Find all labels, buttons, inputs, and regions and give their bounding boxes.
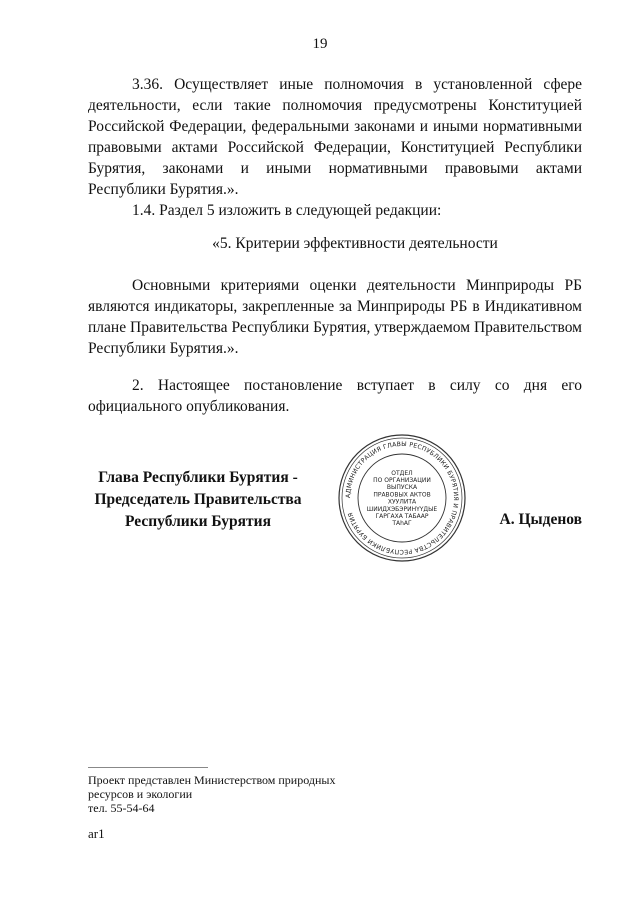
stamp-center-line: ВЫПУСКА bbox=[386, 484, 418, 492]
signatory-title-line: Глава Республики Бурятия - bbox=[98, 469, 298, 486]
signatory-title-line: Председатель Правительства bbox=[94, 491, 302, 508]
paragraph-criteria bbox=[88, 275, 582, 359]
stamp-ring-text: АДМИНИСТРАЦИЯ ГЛАВЫ РЕСПУБЛИКИ БУРЯТИЯ И ПРАВИТЕЛЬСТВА РЕСПУБЛИКИ БУРЯТИЯ bbox=[344, 440, 460, 556]
paragraph-2 bbox=[88, 375, 582, 417]
stamp-center-line: ХУУЛИТА bbox=[387, 498, 417, 506]
paragraph-text: Основными критериями оценки деятельности Минприроды РБ являются индикаторы, закрепленные за Минприроды РБ в Индикативном плане Правительства Республики Бурятия, утверждаемом Правительством Республики Бурятия.». bbox=[88, 277, 582, 357]
stamp-center-line: ПО ОРГАНИЗАЦИИ bbox=[373, 477, 431, 484]
stamp-center-line: ГАРГАХА ТАБААР bbox=[375, 513, 429, 520]
signatory-title-line: Республики Бурятия bbox=[125, 513, 271, 530]
stamp-center-line: ШИИДХЭБЭРИНҮҮДЫЕ bbox=[366, 505, 438, 513]
official-stamp bbox=[336, 432, 468, 564]
footnote-line: Проект представлен Министерством природных bbox=[88, 773, 336, 787]
paragraph-text: 1.4. Раздел 5 изложить в следующей редакции: bbox=[132, 202, 442, 219]
signatory-name: А. Цыденов bbox=[499, 511, 582, 528]
paragraph-3-36 bbox=[88, 74, 582, 200]
stamp-center-line: ПРАВОВЫХ АКТОВ bbox=[373, 491, 431, 499]
footnote-divider bbox=[88, 767, 208, 768]
section-heading: «5. Критерии эффективности деятельности bbox=[212, 235, 498, 252]
page-number: 19 bbox=[312, 36, 328, 52]
footnote-line: ресурсов и экологии bbox=[88, 787, 193, 801]
paragraph-text: 3.36. Осуществляет иные полномочия в установленной сфере деятельности, если такие полномочия предусмотрены Конституцией Российской Федерации, федеральными законами и иными нормативными правовыми актами Российской Федерации, Конституцией Республики Бурятия, законами и иными нормативными правовыми актами Республики Бурятия.». bbox=[88, 76, 582, 198]
paragraph-1-4 bbox=[88, 200, 582, 221]
footnote bbox=[88, 773, 408, 815]
stamp-center-line: ОТДЕЛ bbox=[391, 469, 413, 477]
paragraph-text: 2. Настоящее постановление вступает в силу со дня его официального опубликования. bbox=[88, 377, 582, 415]
stamp-center-line: ТАһАГ bbox=[392, 520, 412, 528]
footnote-line: тел. 55-54-64 bbox=[88, 801, 155, 815]
signatory-title bbox=[88, 467, 308, 533]
document-code: ar1 bbox=[88, 826, 105, 841]
